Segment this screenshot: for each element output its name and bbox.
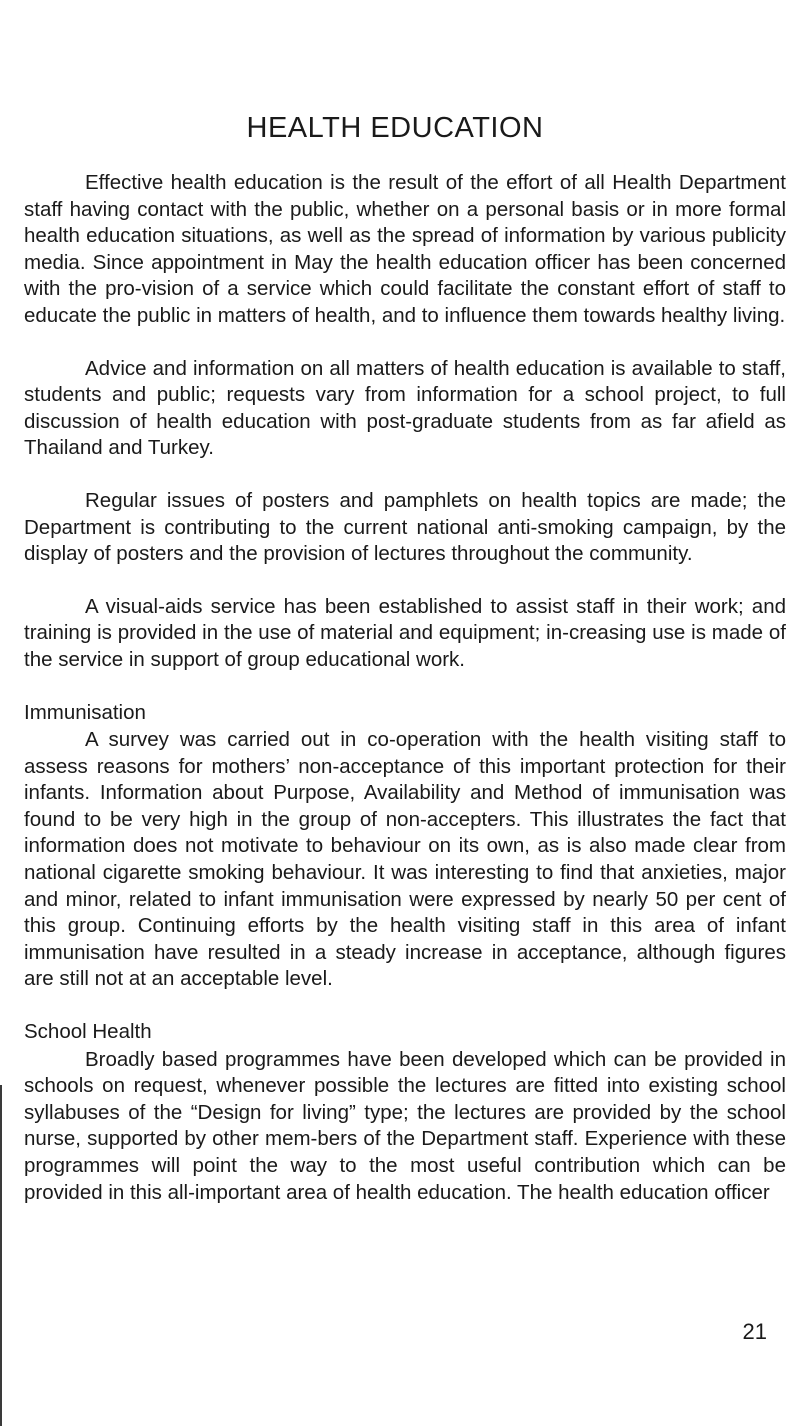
page-title: HEALTH EDUCATION bbox=[246, 112, 544, 144]
section-heading-immunisation: Immunisation bbox=[24, 700, 146, 724]
paragraph-advice-and-information: Advice and information on all matters of health education is available to staff, students and public; requests vary from information for a school project, to full discussion of health education with post-graduate students from as far afield as Thailand and Turkey. bbox=[24, 356, 786, 460]
paragraph-immunisation: A survey was carried out in co-operation with the health visiting staff to assess reasons for mothers’ non-acceptance of this important protection for their infants. Information about Purpose, Availability and Method of immunisation was found to be very high in the group of non-accepters. This illustrates the fact that information does not motivate to behaviour on its own, as is also made clear from national cigarette smoking behaviour. It was interesting to find that anxieties, major and minor, related to infant immunisation were expressed by nearly 50 per cent of this group. Continuing efforts by the health visiting staff in this area of infant immunisation have resulted in a steady increase in acceptance, although figures are still not at an acceptable level. bbox=[24, 728, 786, 991]
document-body bbox=[24, 170, 786, 1232]
paragraph-posters-and-pamphlets: Regular issues of posters and pamphlets on health topics are made; the Department is contributing to the current national anti-smoking campaign, by the display of posters and the provision of lectures throughout the community. bbox=[24, 488, 786, 566]
binding-edge-line bbox=[0, 1085, 2, 1426]
paragraph-effective-health-education: Effective health education is the result of the effort of all Health Department staff having contact with the public, whether on a personal basis or in more formal health education situations, as well as the spread of information by various publicity media. Since appointment in May the health education officer has been concerned with the pro-vision of a service which could facilitate the constant effort of staff to educate the public in matters of health, and to influence them towards healthy living. bbox=[24, 171, 786, 327]
page-number: 21 bbox=[742, 1319, 767, 1344]
paragraph-school-health: Broadly based programmes have been developed which can be provided in schools on request, whenever possible the lectures are fitted into existing school syllabuses of the “Design for living” type; the lectures are provided by the school nurse, supported by other mem-bers of the Department staff. Experience with these programmes will point the way to the most useful contribution which can be provided in this all-important area of health education. The health education officer bbox=[24, 1047, 786, 1204]
section-heading-school-health: School Health bbox=[24, 1020, 152, 1044]
paragraph-visual-aids-service: A visual-aids service has been established to assist staff in their work; and training is provided in the use of material and equipment; in-creasing use is made of the service in support of group educational work. bbox=[24, 594, 786, 671]
